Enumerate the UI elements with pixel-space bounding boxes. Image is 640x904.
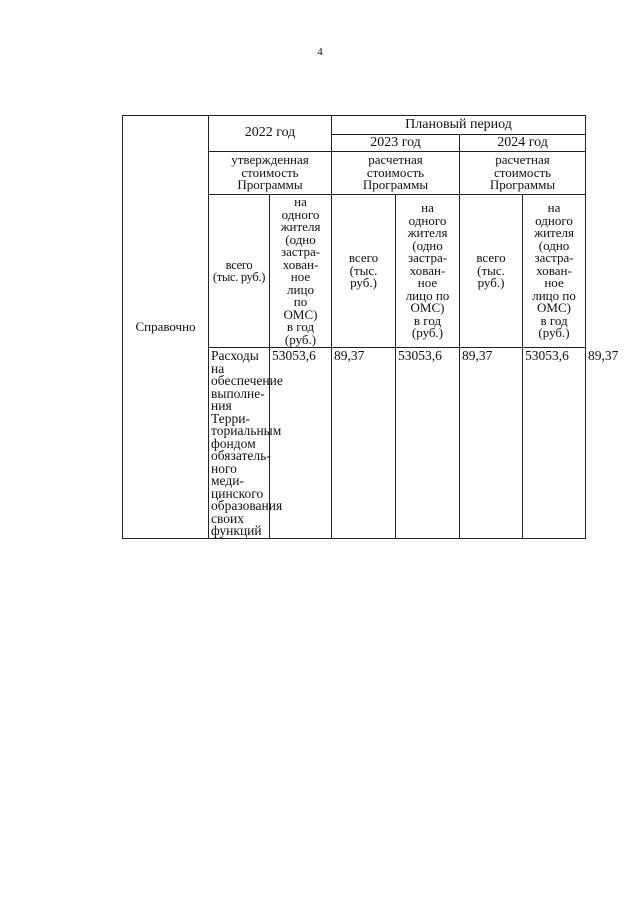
col-per-resident-2023: на одного жителя (одно застра- хован- ное лицо по ОМС) в год (руб.) <box>396 195 460 348</box>
col-total-2024: всего (тыс. руб.) <box>460 195 523 348</box>
row-header-label: Справочно <box>135 318 196 334</box>
cell-2022-total: 53053,6 <box>270 348 332 539</box>
cell-2023-total: 53053,6 <box>396 348 460 539</box>
col-per-resident-2024: на одного жителя (одно застра- хован- ное лицо по ОМС) в год (руб.) <box>523 195 586 348</box>
cell-2022-per-resident: 89,37 <box>332 348 396 539</box>
col-per-resident-2022: на одного жителя (одно застра- хован- ное лицо по ОМС) в год (руб.) <box>270 195 332 348</box>
col-total-2023: всего (тыс. руб.) <box>332 195 396 348</box>
planned-period-header <box>332 116 586 135</box>
col-total-2022: всего (тыс. руб.) <box>209 195 270 348</box>
year-2023-header <box>332 135 460 152</box>
cell-2023-per-resident: 89,37 <box>460 348 523 539</box>
cost-approved-header: утвержденная стоимость Программы <box>209 152 332 195</box>
year-2024-header <box>460 135 586 152</box>
cell-2024-total: 53053,6 <box>523 348 586 539</box>
budget-table <box>122 115 619 539</box>
planned-period-label: Плановый период <box>405 116 512 132</box>
year-2022-header <box>209 116 332 152</box>
year-2023-label: 2023 год <box>370 134 421 150</box>
year-2022-label: 2022 год <box>244 125 296 141</box>
cost-calculated-2023-header: расчетная стоимость Программы <box>332 152 460 195</box>
row-header-cell <box>123 116 209 539</box>
cost-calculated-2024-header: расчетная стоимость Программы <box>460 152 586 195</box>
year-2024-label: 2024 год <box>497 134 548 150</box>
table-row: Расходы на обеспечение выполне- ния Терри- ториальным фондом обязатель- ного меди- цинского образования своих функций 53053,6 89,37 53053,6 89,37 53053,6 89,37 <box>123 348 586 539</box>
row-label: Расходы на обеспечение выполне- ния Терри- ториальным фондом обязатель- ного меди- цинского образования своих функций <box>209 348 270 539</box>
page-number: 4 <box>317 46 323 58</box>
